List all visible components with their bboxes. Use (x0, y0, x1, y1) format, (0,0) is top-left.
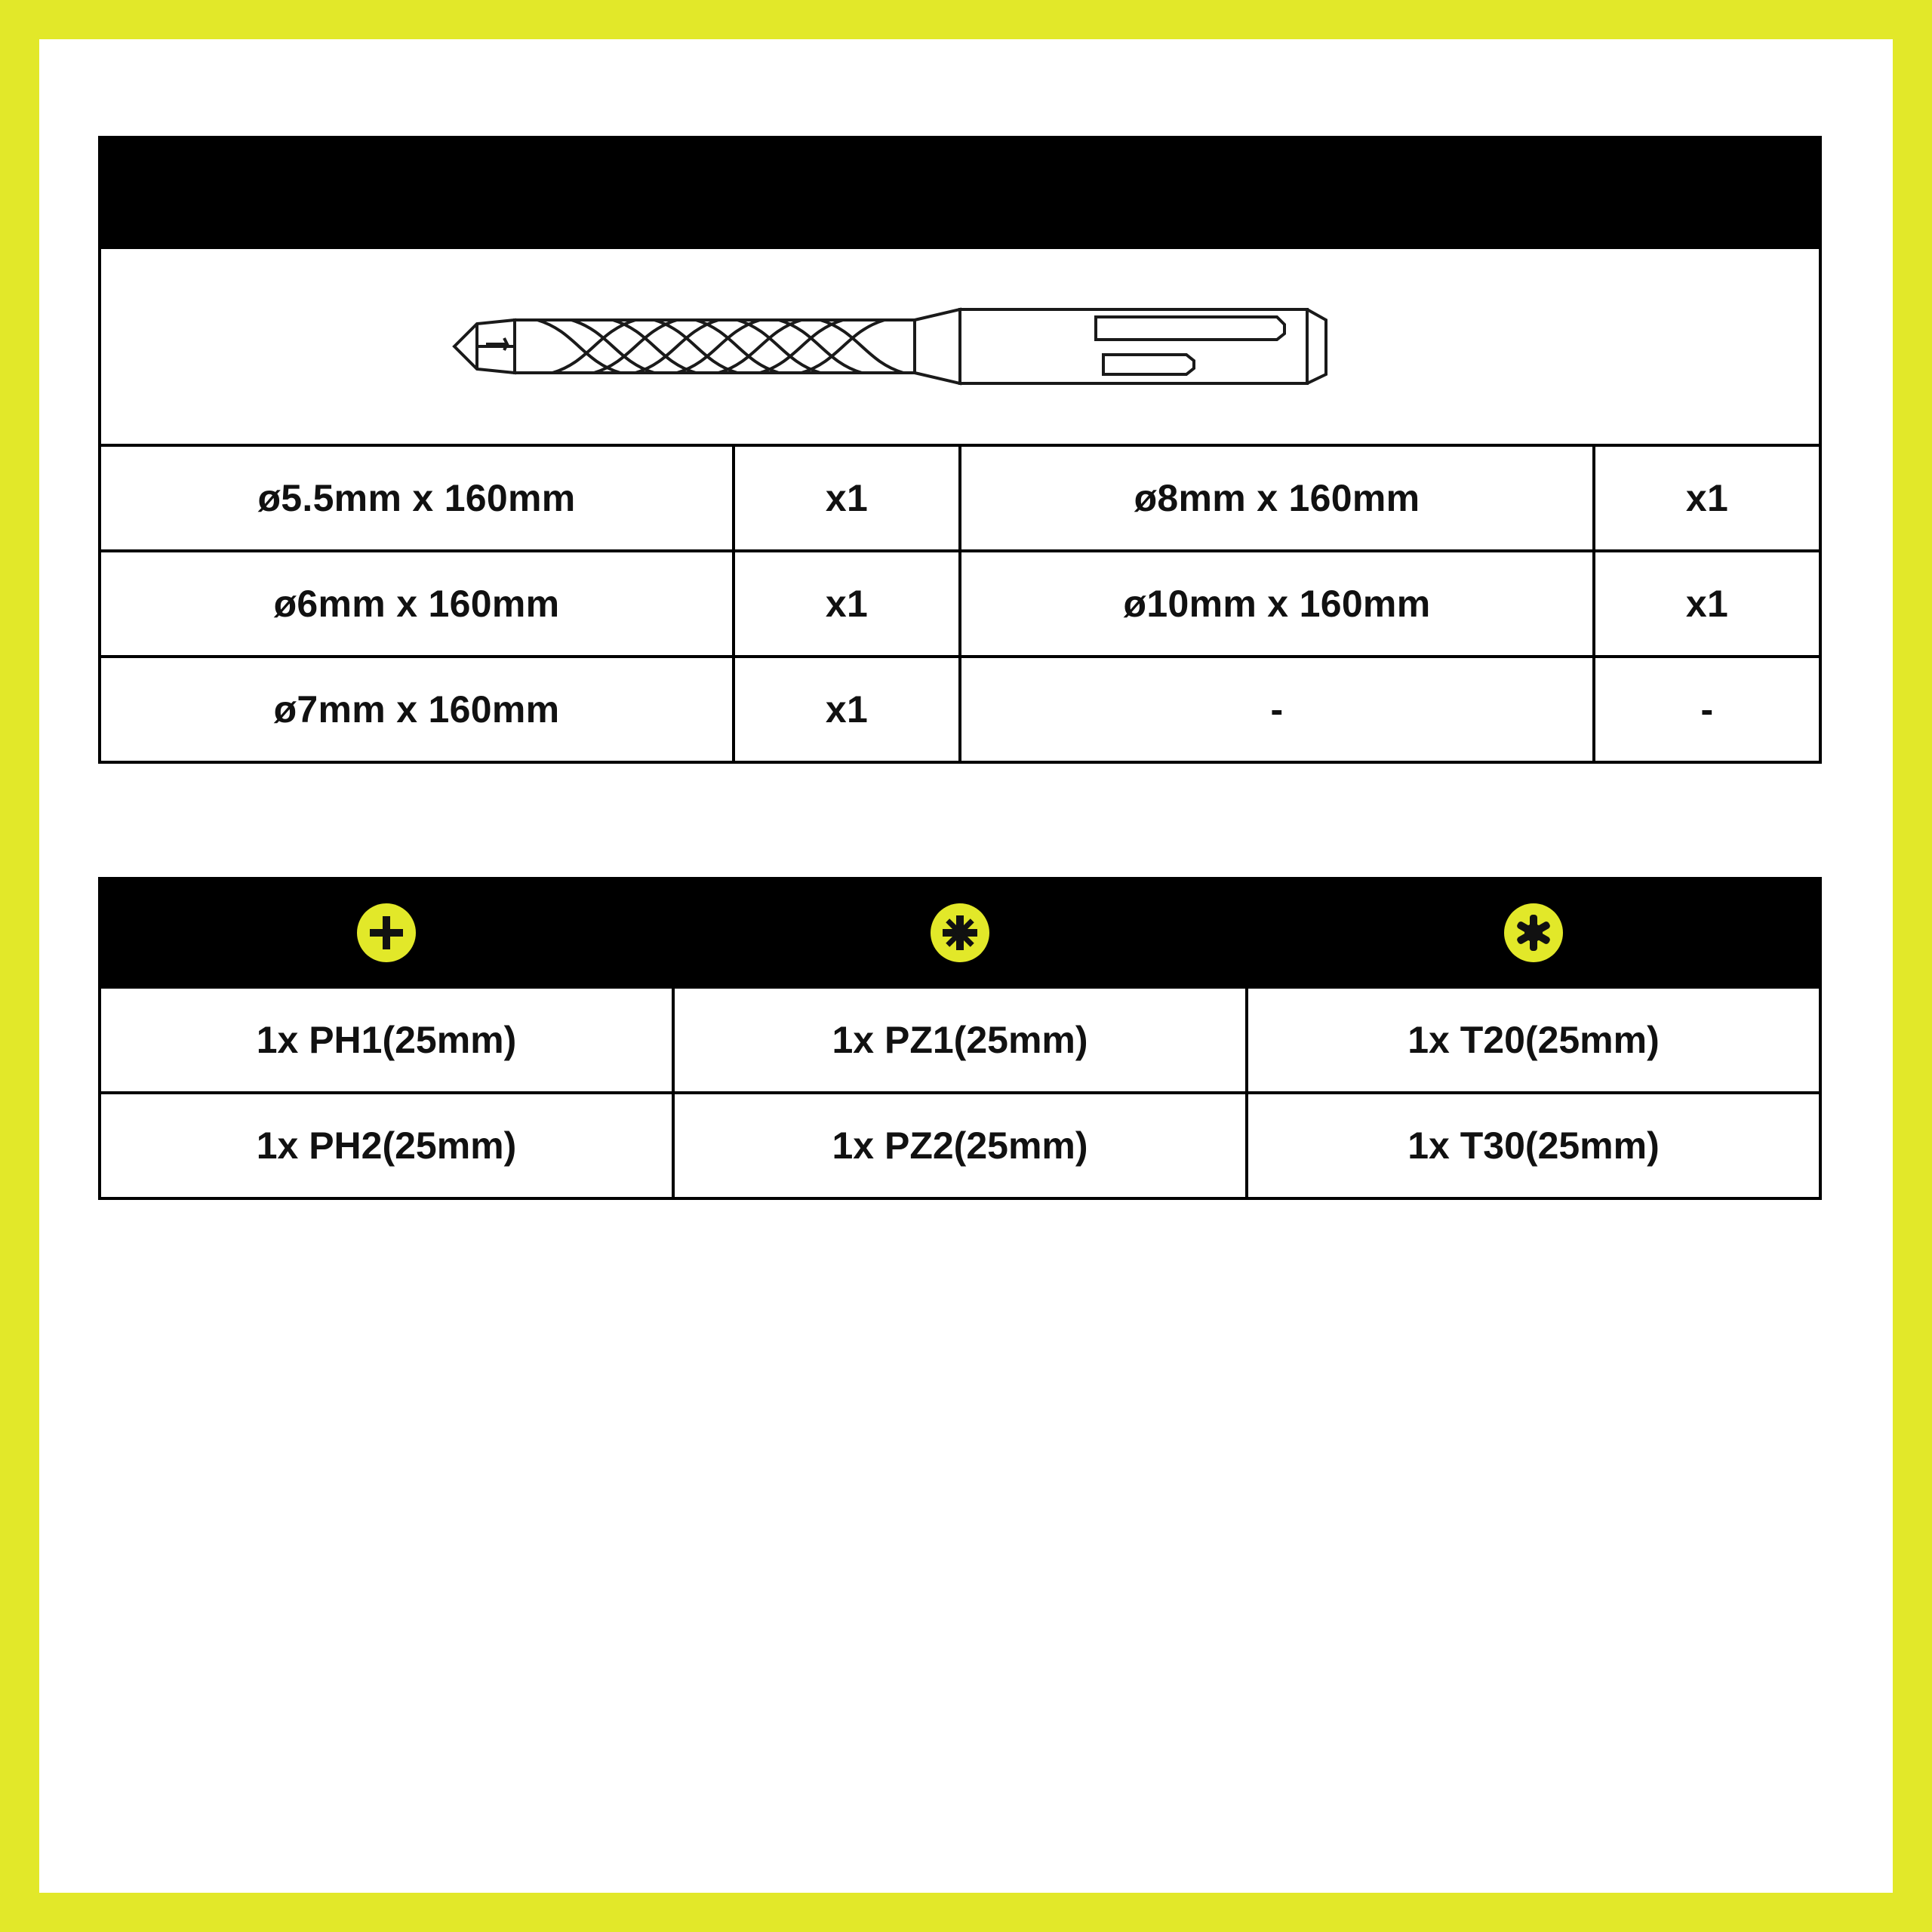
drill-bit-table (98, 136, 1822, 764)
drill-table-header-band (100, 137, 1820, 248)
drill-qty-left: x1 (734, 445, 960, 551)
table-row (100, 551, 1820, 657)
sds-plus-drill-bit-icon (101, 249, 1819, 444)
drill-bit-illustration-row (100, 248, 1820, 445)
drill-size-left: ø6mm x 160mm (100, 551, 734, 657)
bit-label: 1x T30(25mm) (1247, 1093, 1820, 1198)
torx-head-icon (1504, 903, 1563, 962)
table-row (100, 987, 1820, 1093)
drill-qty-right: x1 (1594, 551, 1820, 657)
drill-size-right: ø8mm x 160mm (960, 445, 1594, 551)
drill-size-left: ø7mm x 160mm (100, 657, 734, 762)
drill-size-right: ø10mm x 160mm (960, 551, 1594, 657)
bits-table-header-row (100, 878, 1820, 987)
screwdriver-bits-table (98, 877, 1822, 1200)
phillips-head-icon (357, 903, 416, 962)
drill-size-left: ø5.5mm x 160mm (100, 445, 734, 551)
drill-qty-right: x1 (1594, 445, 1820, 551)
bit-label: 1x PH2(25mm) (100, 1093, 673, 1198)
drill-size-right: - (960, 657, 1594, 762)
header-band (100, 137, 1820, 248)
bit-label: 1x PZ1(25mm) (673, 987, 1247, 1093)
drill-bit-illustration-cell (100, 248, 1820, 445)
drill-qty-right: - (1594, 657, 1820, 762)
table-row (100, 657, 1820, 762)
page-content (39, 39, 1893, 1893)
phillips-column-header (100, 878, 673, 987)
drill-qty-left: x1 (734, 657, 960, 762)
bit-label: 1x PH1(25mm) (100, 987, 673, 1093)
table-row (100, 1093, 1820, 1198)
table-row (100, 445, 1820, 551)
pozidriv-column-header (673, 878, 1247, 987)
drill-qty-left: x1 (734, 551, 960, 657)
pozidriv-head-icon (931, 903, 989, 962)
bit-label: 1x T20(25mm) (1247, 987, 1820, 1093)
torx-column-header (1247, 878, 1820, 987)
bit-label: 1x PZ2(25mm) (673, 1093, 1247, 1198)
